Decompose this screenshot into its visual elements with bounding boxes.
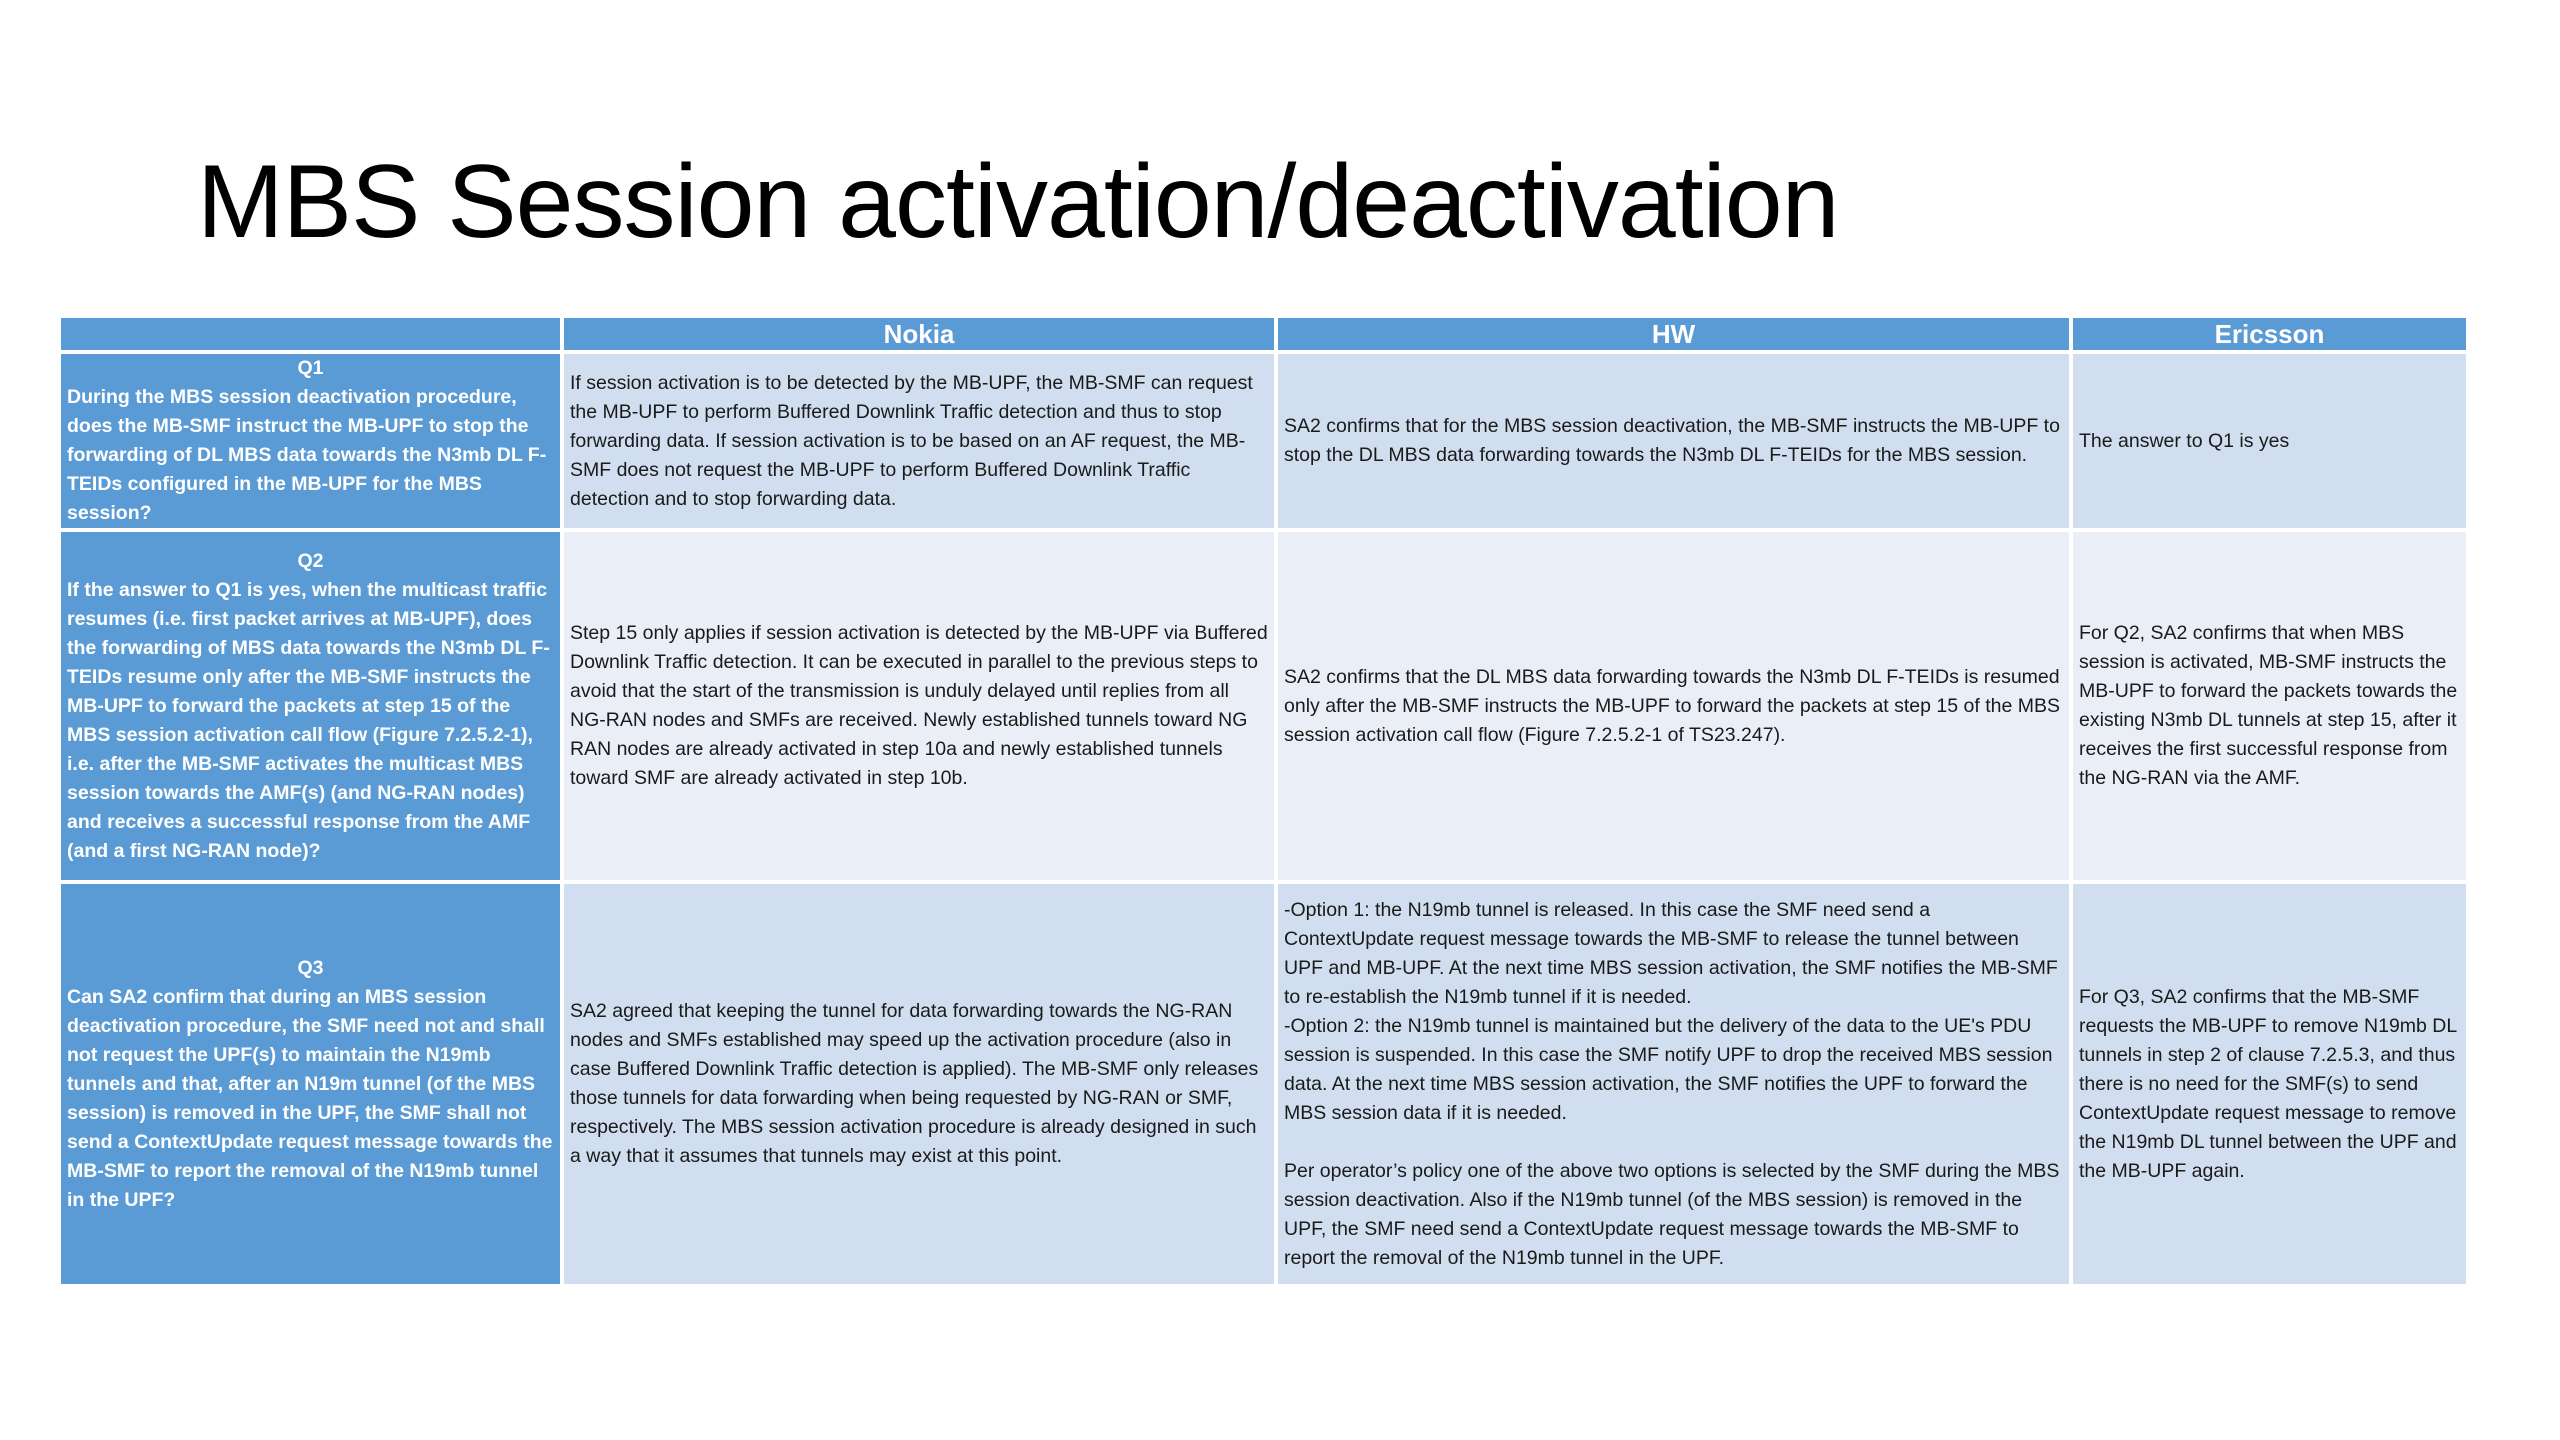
hw-answer-q2: SA2 confirms that the DL MBS data forwarding towards the N3mb DL F-TEIDs is resumed only after the MB-SMF instructs the MB-UPF to forward the packets at step 15 of the MBS session activation call flow (Figure 7.2.5.2-1 of TS23.247). xyxy=(1278,532,2069,880)
slide-title: MBS Session activation/deactivation xyxy=(197,144,1839,260)
question-text: If the answer to Q1 is yes, when the multicast traffic resumes (i.e. first packet arrives at MB-UPF), does the forwarding of MBS data towards the N3mb DL F-TEIDs resume only after the MB-SMF instructs the MB-UPF to forward the packets at step 15 of the MBS session activation call flow (Figure 7.2.5.2-1), i.e. after the MB-SMF activates the multicast MBS session towards the AMF(s) (and NG-RAN nodes) and receives a successful response from the AMF (and a first NG-RAN node)? xyxy=(67,578,550,862)
question-text: Can SA2 confirm that during an MBS session deactivation procedure, the SMF need not and shall not request the UPF(s) to maintain the N19mb tunnels and that, after an N19m tunnel (of the MBS session) is removed in the UPF, the SMF shall not send a ContextUpdate request message towards the MB-SMF to report the removal of the N19mb tunnel in the UPF? xyxy=(67,985,553,1211)
header-hw: HW xyxy=(1278,318,2069,350)
hw-option-2: -Option 2: the N19mb tunnel is maintained but the delivery of the data to the UE's PDU session is suspended. In this case the SMF notify UPF to drop the received MBS session data. At the next time MBS session activation, the SMF notifies the UPF to forward the MBS session data if it is needed. xyxy=(1284,1014,2053,1124)
hw-policy: Per operator’s policy one of the above two options is selected by the SMF during the MBS session deactivation. Also if the N19mb tunnel (of the MBS session) is removed in the UPF, the SMF need send a ContextUpdate request message towards the MB-SMF to report the removal of the N19mb tunnel in the UPF. xyxy=(1284,1159,2060,1269)
header-ericsson: Ericsson xyxy=(2073,318,2466,350)
comparison-table xyxy=(57,314,2470,1288)
header-blank xyxy=(61,318,560,350)
hw-answer-q3 xyxy=(1278,884,2069,1284)
question-cell-q2 xyxy=(61,532,560,880)
header-row xyxy=(61,318,2466,350)
ericsson-answer-q3: For Q3, SA2 confirms that the MB-SMF requests the MB-UPF to remove N19mb DL tunnels in step 2 of clause 7.2.5.3, and thus there is no need for the SMF(s) to send ContextUpdate request message to remove the N19mb DL tunnel between the UPF and the MB-UPF again. xyxy=(2073,884,2466,1284)
table-row xyxy=(61,354,2466,528)
question-cell-q3 xyxy=(61,884,560,1284)
hw-option-1: -Option 1: the N19mb tunnel is released. In this case the SMF need send a ContextUpdate request message towards the MB-SMF to release the tunnel between UPF and MB-UPF. At the next time MBS session activation, the SMF notifies the MB-SMF to re-establish the N19mb tunnel if it is needed. xyxy=(1284,898,2058,1008)
paragraph-gap xyxy=(1284,1128,2063,1157)
hw-answer-q1: SA2 confirms that for the MBS session deactivation, the MB-SMF instructs the MB-UPF to stop the DL MBS data forwarding towards the N3mb DL F-TEIDs for the MBS session. xyxy=(1278,354,2069,528)
nokia-answer-q2: Step 15 only applies if session activation is detected by the MB-UPF via Buffered Downlink Traffic detection. It can be executed in parallel to the previous steps to avoid that the start of the transmission is unduly delayed until replies from all NG-RAN nodes and SMFs are received. Newly established tunnels toward NG RAN nodes are already activated in step 10a and newly established tunnels toward SMF are already activated in step 10b. xyxy=(564,532,1274,880)
nokia-answer-q1: If session activation is to be detected by the MB-UPF, the MB-SMF can request the MB-UPF to perform Buffered Downlink Traffic detection and thus to stop forwarding data. If session activation is to be based on an AF request, the MB-SMF does not request the MB-UPF to perform Buffered Downlink Traffic detection and to stop forwarding data. xyxy=(564,354,1274,528)
table-row xyxy=(61,532,2466,880)
question-id: Q2 xyxy=(297,549,324,572)
question-id: Q3 xyxy=(297,956,324,979)
nokia-answer-q3: SA2 agreed that keeping the tunnel for data forwarding towards the NG-RAN nodes and SMFs established may speed up the activation procedure (also in case Buffered Downlink Traffic detection is applied). The MB-SMF only releases those tunnels for data forwarding when being requested by NG-RAN or SMF, respectively. The MBS session activation procedure is already designed in such a way that it assumes that tunnels may exist at this point. xyxy=(564,884,1274,1284)
ericsson-answer-q1: The answer to Q1 is yes xyxy=(2073,354,2466,528)
question-id: Q1 xyxy=(297,357,324,379)
table-row xyxy=(61,884,2466,1284)
question-cell-q1 xyxy=(61,354,560,528)
header-nokia: Nokia xyxy=(564,318,1274,350)
question-text: During the MBS session deactivation procedure, does the MB-SMF instruct the MB-UPF to stop the forwarding of DL MBS data towards the N3mb DL F-TEIDs configured in the MB-UPF for the MBS session? xyxy=(67,386,547,524)
ericsson-answer-q2: For Q2, SA2 confirms that when MBS session is activated, MB-SMF instructs the MB-UPF to forward the packets towards the existing N3mb DL tunnels at step 15, after it receives the first successful response from the NG-RAN via the AMF. xyxy=(2073,532,2466,880)
